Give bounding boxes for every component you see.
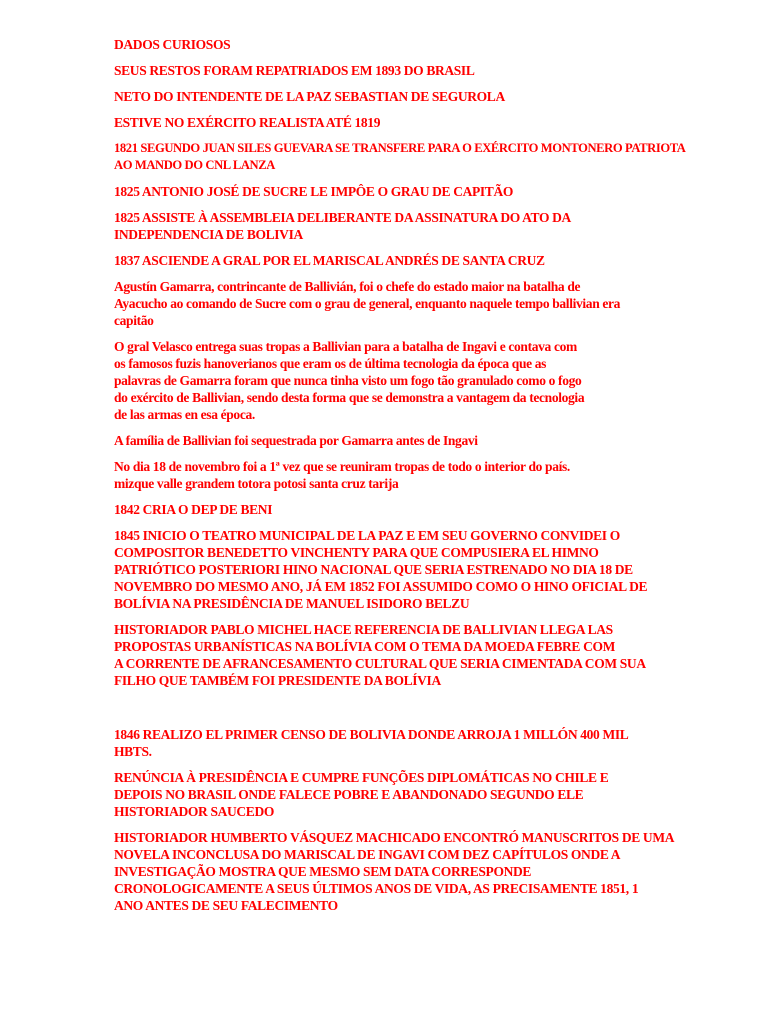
text-line: AO MANDO DO CNL LANZA: [114, 158, 275, 172]
text-line: COMPOSITOR BENEDETTO VINCHENTY PARA QUE COMPUSIERA EL HIMNO: [114, 545, 599, 560]
paragraph-1837-gral: [114, 252, 704, 269]
paragraph-restos-repatriados: [114, 62, 704, 79]
text-line: capitão: [114, 313, 154, 328]
text-line: 1837 ASCIENDE A GRAL POR EL MARISCAL ANDRÉS DE SANTA CRUZ: [114, 253, 545, 268]
paragraph-exercito-realista: [114, 114, 704, 131]
text-line: NOVELA INCONCLUSA DO MARISCAL DE INGAVI COM DEZ CAPÍTULOS ONDE A: [114, 847, 621, 862]
text-line: ESTIVE NO EXÉRCITO REALISTA ATÉ 1819: [114, 115, 381, 130]
paragraph-1825-sucre: [114, 183, 704, 200]
text-line: Agustín Gamarra, contrincante de Ballivián, foi o chefe do estado maior na batalha de: [114, 279, 581, 294]
text-line: HISTORIADOR PABLO MICHEL HACE REFERENCIA DE BALLIVIAN LLEGA LAS: [114, 622, 613, 637]
text-line: do exército de Ballivian, sendo desta forma que se demonstra a vantagem da tecnologia: [114, 390, 585, 405]
text-line: O gral Velasco entrega suas tropas a Ballivian para a batalha de Ingavi e contava com: [114, 339, 577, 354]
text-line: SEUS RESTOS FORAM REPATRIADOS EM 1893 DO BRASIL: [114, 63, 475, 78]
text-line: palavras de Gamarra foram que nunca tinha visto um fogo tão granulado como o fogo: [114, 373, 582, 388]
paragraph-neto-intendente: [114, 88, 704, 105]
text-line: HISTORIADOR SAUCEDO: [114, 804, 275, 819]
text-line: 1825 ANTONIO JOSÉ DE SUCRE LE IMPÔE O GRAU DE CAPITÃO: [114, 184, 514, 199]
text-line: ANO ANTES DE SEU FALECIMENTO: [114, 898, 338, 913]
text-line: 1821 SEGUNDO JUAN SILES GUEVARA SE TRANSFERE PARA O EXÉRCITO MONTONERO PATRIOTA: [114, 141, 686, 155]
text-line: No dia 18 de novembro foi a 1ª vez que se reuniram tropas de todo o interior do país.: [114, 459, 570, 474]
text-line: 1842 CRIA O DEP DE BENI: [114, 502, 273, 517]
text-line: PROPOSTAS URBANÍSTICAS NA BOLÍVIA COM O TEMA DA MOEDA FEBRE COM: [114, 639, 616, 654]
document-page: [114, 36, 704, 923]
text-line: FILHO QUE TAMBÉM FOI PRESIDENTE DA BOLÍVIA: [114, 673, 441, 688]
text-line: NETO DO INTENDENTE DE LA PAZ SEBASTIAN DE SEGUROLA: [114, 89, 505, 104]
text-line: os famosos fuzis hanoverianos que eram os de última tecnologia da época que as: [114, 356, 547, 371]
text-line: DEPOIS NO BRASIL ONDE FALECE POBRE E ABANDONADO SEGUNDO ELE: [114, 787, 584, 802]
text-line: HISTORIADOR HUMBERTO VÁSQUEZ MACHICADO ENCONTRÓ MANUSCRITOS DE UMA: [114, 830, 675, 845]
paragraph-spacer: [114, 698, 704, 726]
paragraph-1825-assembleia: [114, 209, 704, 243]
paragraph-gamarra-contrincante: [114, 278, 704, 329]
text-line: INVESTIGAÇÃO MOSTRA QUE MESMO SEM DATA CORRESPONDE: [114, 864, 532, 879]
text-line: INDEPENDENCIA DE BOLIVIA: [114, 227, 303, 242]
text-line: 1846 REALIZO EL PRIMER CENSO DE BOLIVIA DONDE ARROJA 1 MILLÓN 400 MIL: [114, 727, 629, 742]
paragraph-1842-beni: [114, 501, 704, 518]
text-line: A família de Ballivian foi sequestrada por Gamarra antes de Ingavi: [114, 433, 478, 448]
paragraph-1846-censo: [114, 726, 704, 760]
text-line: CRONOLOGICAMENTE A SEUS ÚLTIMOS ANOS DE VIDA, AS PRECISAMENTE 1851, 1: [114, 881, 639, 896]
paragraph-humberto-vasquez: [114, 829, 704, 914]
text-line: 1845 INICIO O TEATRO MUNICIPAL DE LA PAZ E EM SEU GOVERNO CONVIDEI O: [114, 528, 620, 543]
text-line: mizque valle grandem totora potosi santa cruz tarija: [114, 476, 399, 491]
text-line: RENÚNCIA À PRESIDÊNCIA E CUMPRE FUNÇÕES DIPLOMÁTICAS NO CHILE E: [114, 770, 609, 785]
text-line: HBTS.: [114, 744, 152, 759]
paragraph-1845-teatro: [114, 527, 704, 612]
text-line: BOLÍVIA NA PRESIDÊNCIA DE MANUEL ISIDORO BELZU: [114, 596, 470, 611]
text-line: Ayacucho ao comando de Sucre com o grau de general, enquanto naquele tempo ballivian era: [114, 296, 621, 311]
paragraph-18-novembro: [114, 458, 704, 492]
paragraph-1821-montonero: [114, 140, 704, 174]
paragraph-pablo-michel: [114, 621, 704, 689]
text-line: PATRIÓTICO POSTERIORI HINO NACIONAL QUE SERIA ESTRENADO NO DIA 18 DE: [114, 562, 633, 577]
paragraph-dados-curiosos: [114, 36, 704, 53]
text-line: A CORRENTE DE AFRANCESAMENTO CULTURAL QUE SERIA CIMENTADA COM SUA: [114, 656, 646, 671]
text-line: DADOS CURIOSOS: [114, 37, 231, 52]
text-line: de las armas en esa época.: [114, 407, 255, 422]
text-line: NOVEMBRO DO MESMO ANO, JÁ EM 1852 FOI ASSUMIDO COMO O HINO OFICIAL DE: [114, 579, 648, 594]
paragraph-velasco-tropas: [114, 338, 704, 423]
paragraph-familia-sequestrada: [114, 432, 704, 449]
paragraph-renuncia: [114, 769, 704, 820]
text-line: 1825 ASSISTE À ASSEMBLEIA DELIBERANTE DA ASSINATURA DO ATO DA: [114, 210, 571, 225]
